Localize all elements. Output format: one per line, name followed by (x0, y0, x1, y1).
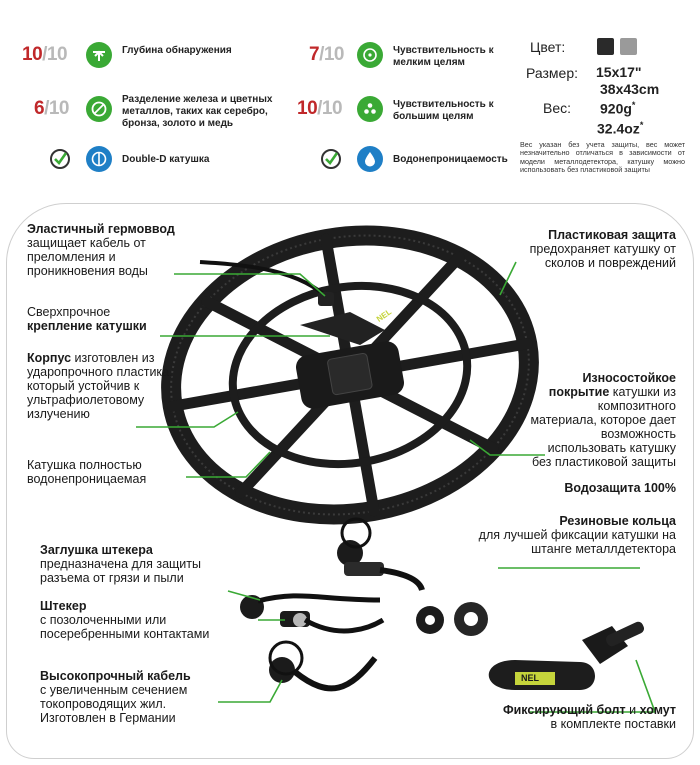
color-label: Цвет: (530, 39, 566, 55)
gland-text: защищает кабель от преломления и проникновения воды (27, 236, 148, 278)
double-d-label: Double-D катушка (122, 154, 210, 165)
waterproof-label: Водонепроницаемость (393, 154, 508, 165)
size-label: Размер: (526, 65, 579, 81)
coating-title: Износостойкое покрытие (548, 371, 676, 399)
cap-text: предназначена для защиты разъема от грязи и пыли (40, 557, 201, 585)
bolt-text: в комплекте поставки (550, 717, 676, 731)
strap-label: NEL (521, 673, 539, 683)
plug-text: с позолоченными или посеребренными контактами (40, 613, 210, 641)
cap-callout (40, 543, 250, 585)
cap-title: Заглушка штекера (40, 543, 153, 557)
bolt-title2: хомут (639, 703, 676, 717)
small-target-score: 7/10 (309, 44, 344, 65)
mount-title: крепление катушки (27, 319, 147, 333)
large-target-label: Чувствительность к большим целям (393, 99, 494, 122)
weight-label: Вес: (543, 100, 572, 116)
cable-title: Высокопрочный кабель (40, 669, 191, 683)
weight-oz: 32.4oz* (597, 120, 644, 137)
guard-text: предохраняет катушку от сколов и повреждений (529, 242, 676, 270)
guard-callout (520, 228, 676, 270)
size-cm: 38x43cm (600, 81, 660, 97)
gland-callout (27, 222, 187, 278)
cable-text: с увеличенным сечением токопроводящих жил. Изготовлен в Германии (40, 683, 188, 725)
mount-callout (27, 305, 177, 333)
weight-note: Вес указан без учета защиты, вес может незначительно отличаться в зависимости от модели металлодетектора, катушку можно использовать без пластиковой защиты (520, 140, 685, 175)
coating-text: катушки из композитного материала, которое дает возможность использовать катушку без пластиковой защиты (530, 385, 676, 469)
size-inches: 15x17" (596, 64, 642, 80)
coating-callout (530, 371, 676, 469)
cable-callout (40, 669, 215, 725)
discrimination-score: 6/10 (34, 98, 69, 119)
large-target-score: 10/10 (297, 98, 343, 119)
discrimination-label: Разделение железа и цветных металлов, таких как серебро, бронза, золото и медь (122, 94, 273, 129)
gland-title: Эластичный гермоввод (27, 222, 175, 236)
body-title: Корпус (27, 351, 72, 365)
rings-callout (470, 514, 676, 556)
bolt-callout (470, 703, 676, 731)
water-protection-label: Водозащита 100% (564, 481, 676, 495)
plug-title: Штекер (40, 599, 87, 613)
body-callout (27, 351, 187, 421)
depth-label: Глубина обнаружения (122, 45, 232, 56)
bolt-and: и (629, 703, 637, 717)
coil-brand: NEL (374, 307, 394, 324)
depth-score: 10/10 (22, 44, 68, 65)
waterproof-callout: Катушка полностью водонепроницаемая (27, 458, 147, 486)
plug-callout (40, 599, 240, 641)
mount-pre: Сверхпрочное (27, 305, 111, 319)
small-target-label: Чувствительность к мелким целям (393, 45, 494, 68)
guard-title: Пластиковая защита (548, 228, 676, 242)
rings-text: для лучшей фиксации катушки на штанге металлдетектора (478, 528, 676, 556)
body-text: изготовлен из ударопрочного пластика, который устойчив к ультрафиолетовому излучению (27, 351, 173, 421)
weight-g: 920g* (600, 100, 636, 117)
bolt-title: Фиксирующий болт (502, 703, 626, 717)
rings-title: Резиновые кольца (559, 514, 676, 528)
